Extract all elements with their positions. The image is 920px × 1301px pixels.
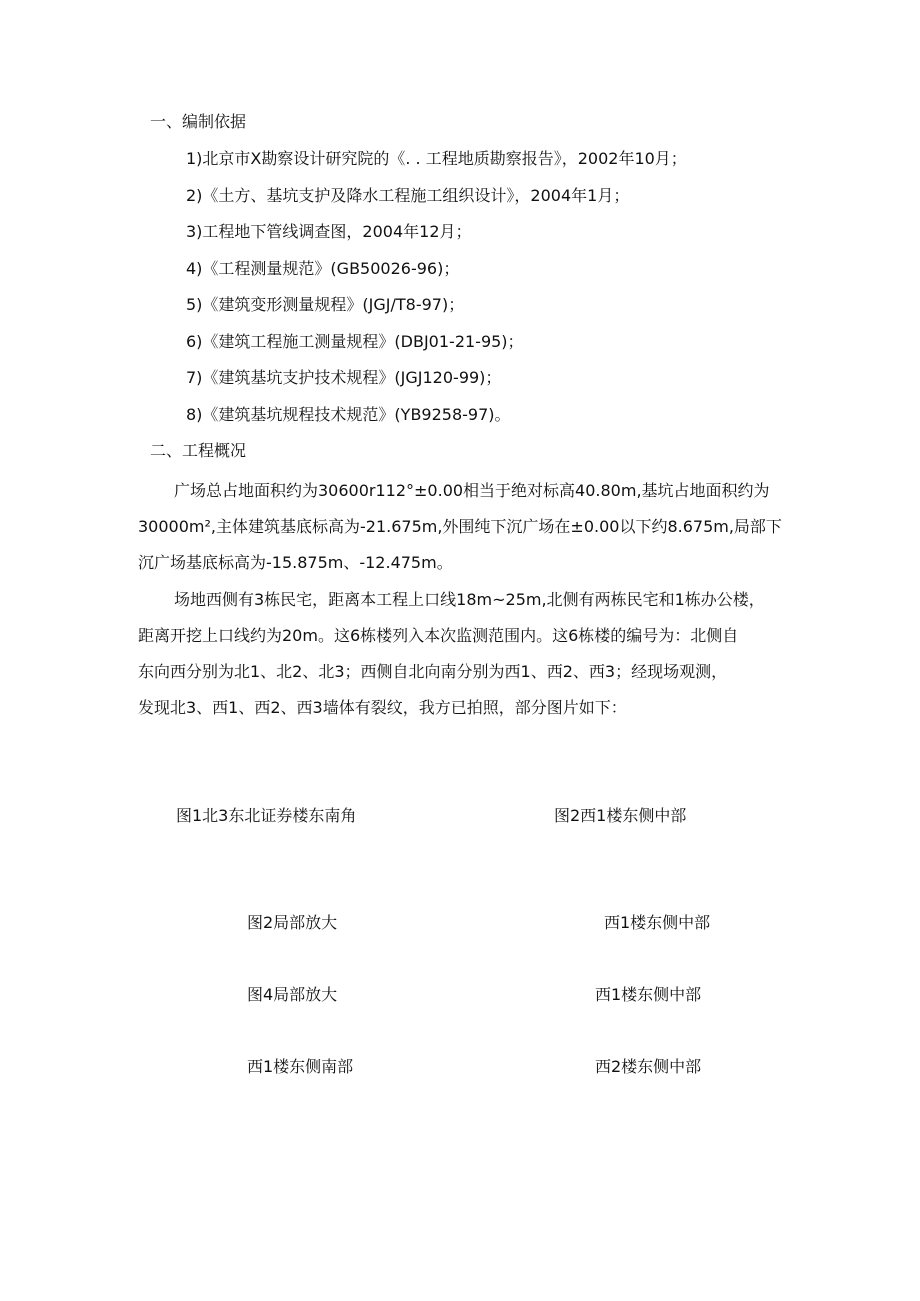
reference-item: 1)北京市X勘察设计研究院的《. . 工程地质勘察报告》，2002年10月； [186,149,687,168]
reference-item: 7)《建筑基坑支护技术规程》(JGJ120-99)； [186,368,502,387]
figure-caption: 西1楼东侧中部 [604,913,711,932]
paragraph-line: 距离开挖上口线约为20m。这6栋楼列入本次监测范围内。这6栋楼的编号为：北侧自 [138,626,739,645]
paragraph-line: 广场总占地面积约为30600r112°±0.00相当于绝对标高40.80m,基坑占地面积约为 [174,481,770,500]
figure-caption: 图1北3东北证券楼东南角 [176,806,357,825]
reference-item: 2)《土方、基坑支护及降水工程施工组织设计》，2004年1月； [186,186,630,205]
reference-item: 6)《建筑工程施工测量规程》(DBJ01-21-95)； [186,332,524,351]
paragraph-line: 沉广场基底标高为-15.875m、-12.475m。 [138,553,453,572]
paragraph-line: 发现北3、西1、西2、西3墙体有裂纹，我方已拍照，部分图片如下： [138,698,627,717]
overview-paragraph-site-area [138,481,798,581]
reference-item: 4)《工程测量规范》(GB50026-96)； [186,259,460,278]
figure-caption: 图4局部放大 [247,985,338,1004]
reference-item: 3)工程地下管线调查图，2004年12月； [186,222,472,241]
section-heading-basis: 一、编制依据 [150,112,247,131]
paragraph-line: 场地西侧有3栋民宅，距离本工程上口线18m~25m,北侧有两栋民宅和1栋办公楼， [174,590,765,609]
figure-caption: 西1楼东侧中部 [595,985,702,1004]
figure-caption: 图2西1楼东侧中部 [554,806,687,825]
overview-paragraph-buildings [138,590,798,730]
paragraph-line: 东向西分别为北1、北2、北3；西侧自北向南分别为西1、西2、西3；经现场观测， [138,662,728,681]
reference-item: 5)《建筑变形测量规程》(JGJ/T8-97)； [186,295,465,314]
paragraph-line: 30000m²,主体建筑基底标高为-21.675m,外围纯下沉广场在±0.00以下约8.675m,局部下 [138,517,782,536]
figure-caption: 图2局部放大 [247,913,338,932]
figure-caption: 西2楼东侧中部 [595,1057,702,1076]
reference-item: 8)《建筑基坑规程技术规范》(YB9258-97)。 [186,405,511,424]
section-heading-overview: 二、工程概况 [150,441,247,460]
figure-caption: 西1楼东侧南部 [247,1057,354,1076]
